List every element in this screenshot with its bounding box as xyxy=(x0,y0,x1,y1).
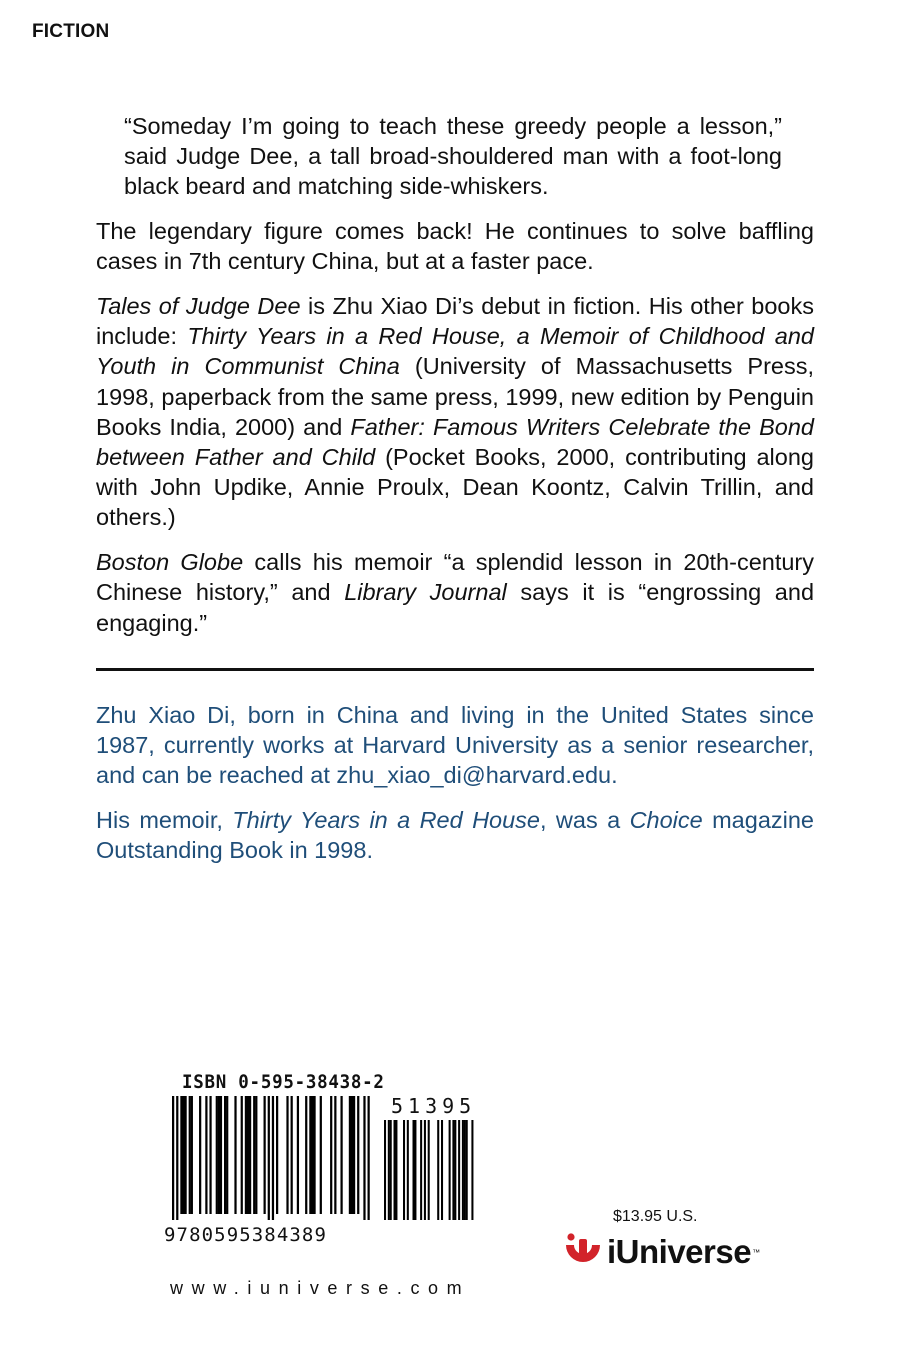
barcode-bar xyxy=(297,1096,299,1214)
barcode-bar xyxy=(205,1096,207,1214)
publisher-name: iUniverse xyxy=(607,1233,752,1270)
intro-paragraph: The legendary figure comes back! He continues to solve baffling cases in 7th century China, but at a faster pace. xyxy=(96,218,814,275)
barcode xyxy=(160,1096,480,1224)
barcode-bar xyxy=(255,1096,257,1214)
addon-bar xyxy=(449,1120,451,1220)
barcode-bar xyxy=(253,1096,255,1214)
addon-bar xyxy=(424,1120,426,1220)
book-title: Thirty Years in a Red House, a Memoir of Childhood and Youth in Communist China xyxy=(96,323,814,380)
addon-bar xyxy=(454,1120,456,1220)
addon-bar xyxy=(458,1120,460,1220)
addon-bar xyxy=(420,1120,422,1220)
addon-bar xyxy=(462,1120,464,1220)
addon-bar xyxy=(414,1120,416,1220)
text-span: , was a xyxy=(540,807,630,834)
addon-bar xyxy=(464,1120,466,1220)
barcode-bar xyxy=(311,1096,313,1214)
addon-bar xyxy=(437,1120,439,1220)
text-span: (University of Massachusetts Press, 1998, paperback from the same press, 1999, new edition by Penguin Books India, 2000) and xyxy=(96,353,814,440)
barcode-bar xyxy=(241,1096,243,1214)
divider-line xyxy=(96,668,814,671)
text-span: His memoir, xyxy=(96,807,233,834)
barcode-bar xyxy=(353,1096,355,1214)
barcode-bar xyxy=(218,1096,220,1214)
magazine-title: Choice xyxy=(629,807,703,834)
barcode-bar xyxy=(199,1096,201,1214)
barcode-bar xyxy=(349,1096,351,1214)
isbn-label: ISBN 0-595-38438-2 xyxy=(182,1071,385,1093)
barcode-bar xyxy=(334,1096,336,1214)
addon-bar xyxy=(388,1120,390,1220)
barcode-bar xyxy=(291,1096,293,1214)
barcode-bar xyxy=(340,1096,342,1214)
barcode-bar xyxy=(268,1096,270,1220)
addon-bar xyxy=(395,1120,397,1220)
opening-quote: “Someday I’m going to teach these greedy people a lesson,” said Judge Dee, a tall broad-shouldered man with a foot-long black beard and matching side-whiskers. xyxy=(124,113,782,200)
barcode-bar xyxy=(234,1096,236,1214)
barcode-bar xyxy=(191,1096,193,1214)
addon-bar xyxy=(466,1120,468,1220)
description-block xyxy=(96,111,814,652)
memoir-award xyxy=(96,805,814,865)
barcode-bar xyxy=(320,1096,322,1214)
text-span: is Zhu Xiao Di’s debut in fiction. His other books include: xyxy=(96,293,814,350)
barcode-bar xyxy=(309,1096,311,1214)
trademark-symbol: ™ xyxy=(752,1247,761,1257)
barcode-bar xyxy=(245,1096,247,1214)
barcode-bar xyxy=(180,1096,182,1214)
ean-barcode-bars xyxy=(172,1096,370,1220)
barcode-bar xyxy=(305,1096,307,1214)
publication-title: Boston Globe xyxy=(96,549,244,576)
barcode-bar xyxy=(182,1096,184,1214)
addon-bar xyxy=(390,1120,392,1220)
text-span: (Pocket Books, 2000, contributing along with John Updike, Annie Proulx, Dean Koontz, Calvin Trillin, and others.) xyxy=(96,444,814,531)
barcode-bar xyxy=(247,1096,249,1214)
addon-bar xyxy=(428,1120,430,1220)
barcode-bar xyxy=(224,1096,226,1214)
addon-bar xyxy=(384,1120,386,1220)
barcode-bar xyxy=(351,1096,353,1214)
addon-bar xyxy=(403,1120,405,1220)
addon-bar xyxy=(413,1120,415,1220)
price-label: $13.95 U.S. xyxy=(613,1208,698,1225)
addon-bar xyxy=(452,1120,454,1220)
author-bio-block xyxy=(96,700,814,880)
barcode-bar xyxy=(184,1096,186,1214)
barcode-bar xyxy=(216,1096,218,1214)
barcode-bar xyxy=(189,1096,191,1214)
genre-label: FICTION xyxy=(32,21,110,42)
barcode-bar xyxy=(313,1096,315,1214)
addon-bar xyxy=(441,1120,443,1220)
addon-bar xyxy=(394,1120,396,1220)
addon-bar xyxy=(407,1120,409,1220)
barcode-bar xyxy=(363,1096,365,1220)
barcode-bar xyxy=(226,1096,228,1214)
book-title: Thirty Years in a Red House xyxy=(232,807,541,834)
barcode-digits: 9780595384389 xyxy=(164,1224,328,1246)
book-title: Tales of Judge Dee xyxy=(96,293,301,320)
barcode-bar xyxy=(172,1096,174,1220)
barcode-bar xyxy=(249,1096,251,1214)
author-bio: Zhu Xiao Di, born in China and living in the United States since 1987, currently works at Harvard University as a senior researcher, and can be reached at zhu_xiao_di@harvard.edu. xyxy=(96,702,814,789)
barcode-bar xyxy=(272,1096,274,1220)
text-span: says it is “engrossing and engaging.” xyxy=(96,579,815,636)
addon-barcode-bars xyxy=(384,1120,473,1220)
text-span: magazine Outstanding Book in 1998. xyxy=(96,807,814,864)
author-books-paragraph xyxy=(96,291,814,533)
publication-title: Library Journal xyxy=(344,579,507,606)
barcode-bar xyxy=(368,1096,370,1220)
publisher-url: www.iuniverse.com xyxy=(170,1278,471,1298)
barcode-bar xyxy=(176,1096,178,1220)
text-span: calls his memoir “a splendid lesson in 20th-century Chinese history,” and xyxy=(96,549,815,606)
barcode-bar xyxy=(357,1096,359,1214)
barcode-bar xyxy=(330,1096,332,1214)
barcode-bar xyxy=(276,1096,278,1214)
barcode-bar xyxy=(209,1096,211,1214)
addon-bar xyxy=(471,1120,473,1220)
price-addon-digits: 51395 xyxy=(391,1094,477,1118)
barcode-bar xyxy=(220,1096,222,1214)
publisher-logo xyxy=(563,1231,760,1273)
reviews-paragraph xyxy=(96,547,814,638)
barcode-bar xyxy=(264,1096,266,1214)
iuniverse-logo-icon xyxy=(563,1231,603,1273)
book-title: Father: Famous Writers Celebrate the Bond between Father and Child xyxy=(96,413,814,471)
barcode-bar xyxy=(286,1096,288,1214)
